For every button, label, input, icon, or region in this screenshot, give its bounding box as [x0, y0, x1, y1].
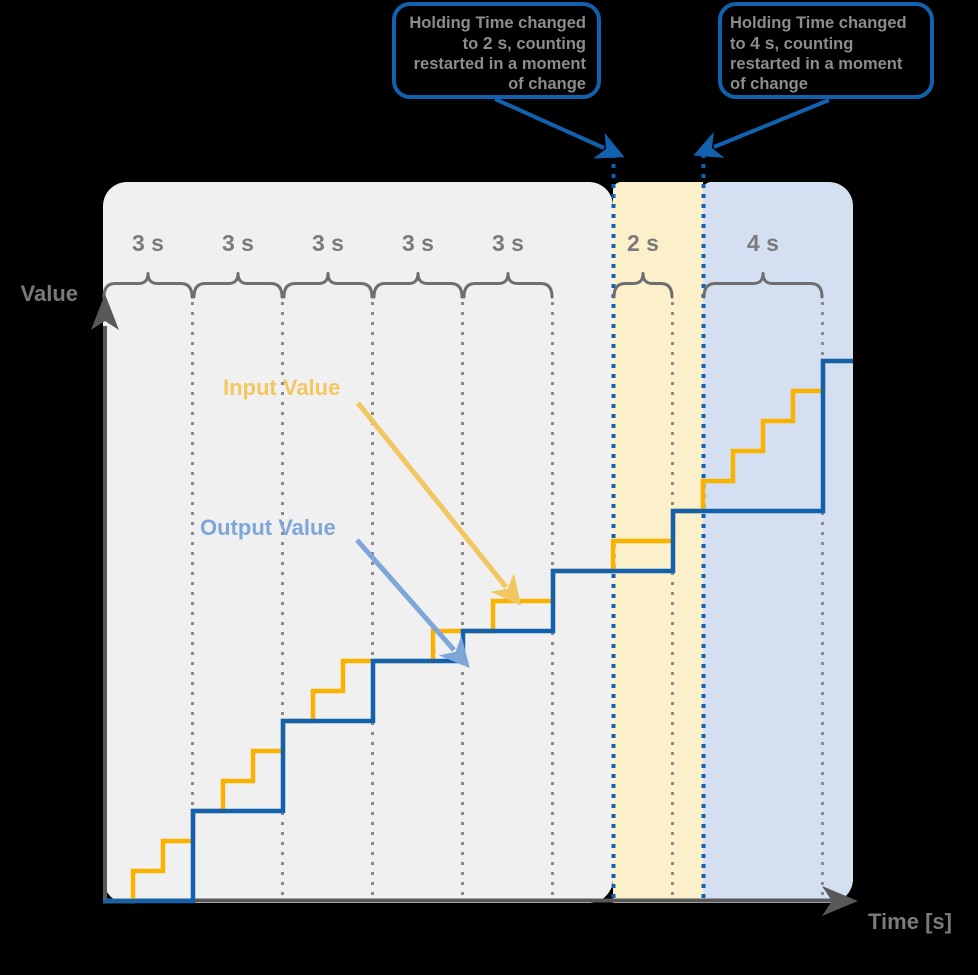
- hold-time-label: 3 s: [132, 230, 164, 256]
- hold-brace: [704, 274, 822, 298]
- input-label-arrow: [358, 403, 506, 587]
- callout-line: Holding Time changed: [730, 14, 907, 32]
- hold-interval-braces: [104, 274, 822, 298]
- hold-time-label: 3 s: [492, 230, 524, 256]
- hold-time-label: 3 s: [222, 230, 254, 256]
- hold-brace: [464, 274, 552, 298]
- callout-left-arrow: [495, 99, 604, 148]
- value-axis-arrow-icon: [91, 294, 119, 330]
- output-value-label: Output Value: [200, 515, 336, 540]
- value-axis: [91, 294, 119, 901]
- hold-time-label: 4 s: [747, 230, 779, 256]
- callout-holding-time-4s: [718, 2, 934, 99]
- series-curves: [103, 361, 853, 901]
- hold-brace: [284, 274, 372, 298]
- hold-brace: [374, 274, 462, 298]
- callout-right-arrow: [714, 100, 829, 147]
- hold-time-label: 3 s: [312, 230, 344, 256]
- callout-line: of change: [730, 75, 808, 93]
- hold-brace: [614, 274, 672, 298]
- callout-line: restarted in a moment: [413, 55, 586, 73]
- hold-brace: [104, 274, 192, 298]
- hold-brace: [194, 274, 282, 298]
- holding-change-dotted-lines: [614, 154, 704, 899]
- callout-line: Holding Time changed: [409, 14, 586, 32]
- callout-line: to 2 s, counting: [462, 33, 586, 53]
- callout-line: restarted in a moment: [730, 55, 903, 73]
- hold-time-label: 2 s: [627, 230, 659, 256]
- input-value-label: Input Value: [223, 375, 341, 400]
- time-axis-label: Time [s]: [868, 909, 952, 934]
- hold-time-label: 3 s: [402, 230, 434, 256]
- time-axis: [103, 886, 858, 916]
- callout-holding-time-2s: [392, 2, 601, 99]
- callout-line: to 4 s, counting: [730, 33, 854, 53]
- output-value-curve: [103, 361, 853, 901]
- value-axis-label: Value: [20, 281, 78, 306]
- callout-line: of change: [508, 75, 586, 93]
